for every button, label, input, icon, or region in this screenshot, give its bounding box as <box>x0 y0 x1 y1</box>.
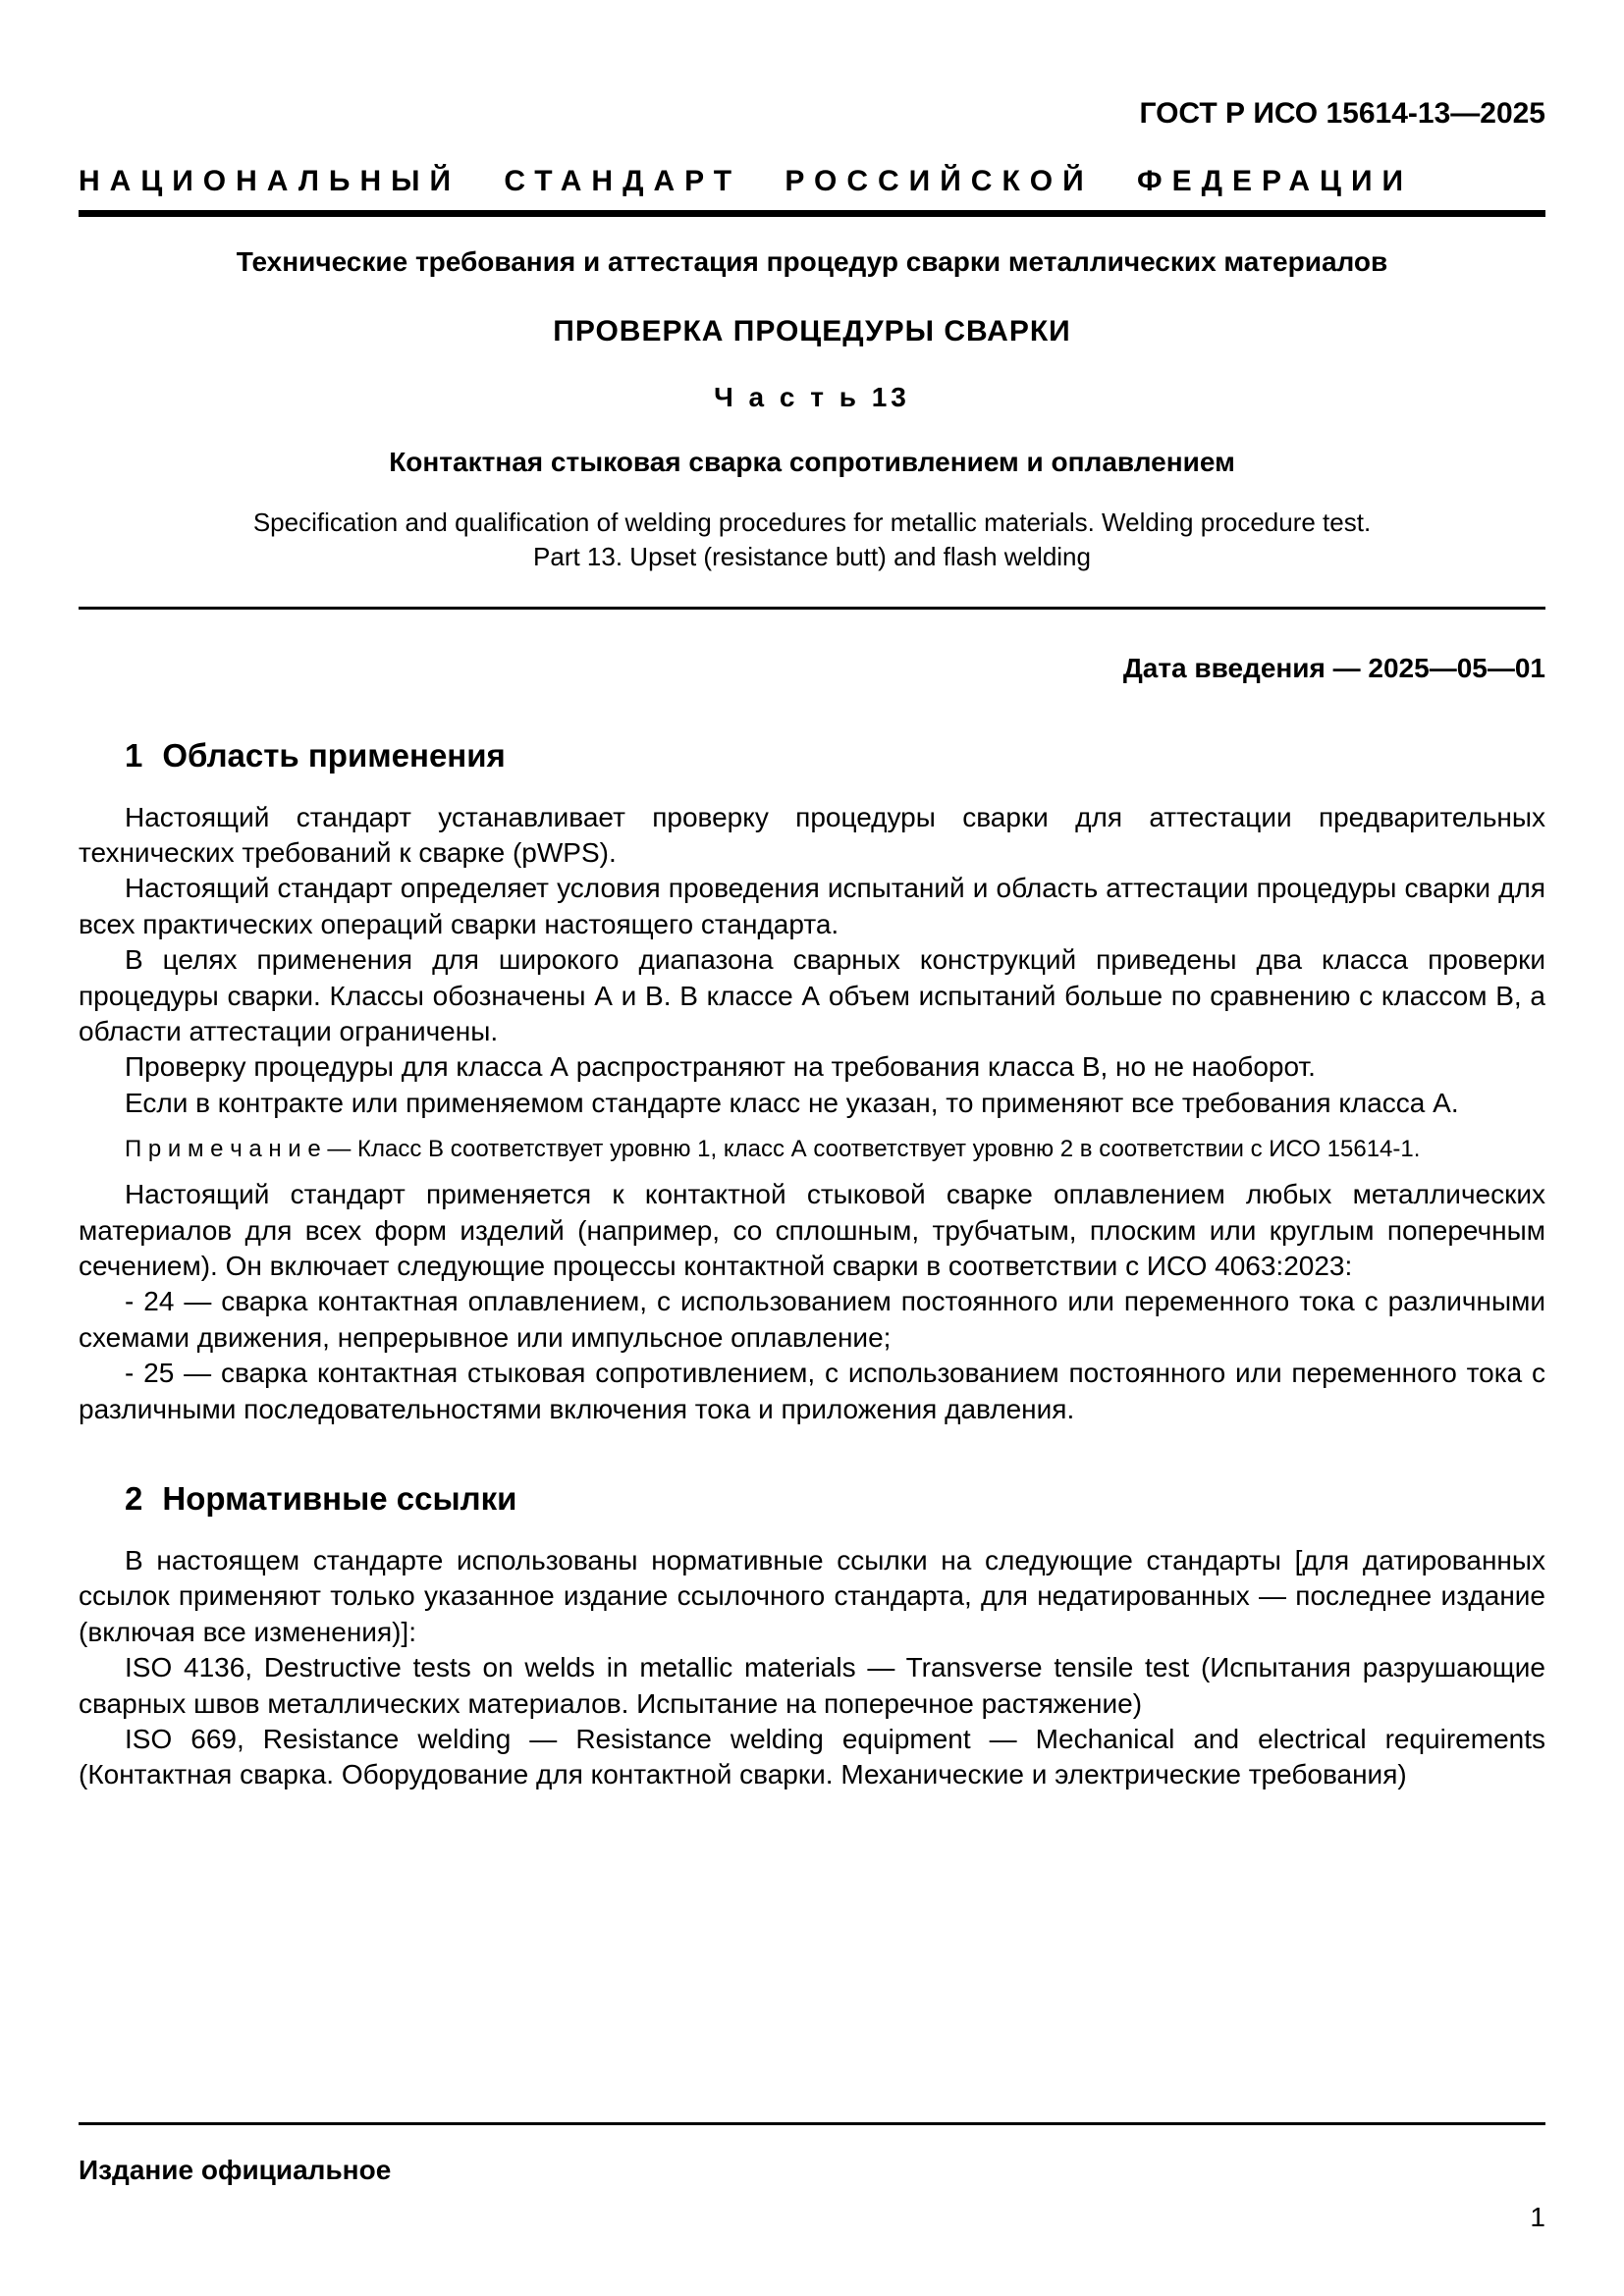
paragraph: В целях применения для широкого диапазона сварных конструкций приведены два класса проверки процедуры сварки. Классы обозначены А и В. В классе А объем испытаний больше по сравнению с классом В, а области аттестации ограничены. <box>79 944 1545 1046</box>
section-2-title: Нормативные ссылки <box>162 1479 517 1517</box>
section-1-number: 1 <box>125 736 143 774</box>
paragraph: В настоящем стандарте использованы нормативные ссылки на следующие стандарты [для датированных ссылок применяют только указанное издание ссылочного стандарта, для недатированных — последнее издание (включая все изменения)]: <box>79 1544 1545 1647</box>
paragraph: Если в контракте или применяемом стандарте класс не указан, то применяют все требования класса А. <box>125 1087 1459 1118</box>
title-block <box>79 244 1545 575</box>
section-2-number: 2 <box>125 1479 143 1517</box>
paragraph: Проверку процедуры для класса А распространяют на требования класса В, но не наоборот. <box>125 1051 1316 1083</box>
doc-code: ГОСТ Р ИСО 15614-13—2025 <box>1139 97 1545 130</box>
paragraph: Настоящий стандарт определяет условия проведения испытаний и область аттестации процедуры сварки для всех практических операций сварки настоящего стандарта. <box>79 873 1545 939</box>
effective-date: Дата введения — 2025—05—01 <box>1122 652 1545 683</box>
section-1-heading <box>125 737 1545 774</box>
note: П р и м е ч а н и е — Класс В соответствует уровню 1, класс А соответствует уровню 2 в соответствии с ИСО 15614-1. <box>125 1136 1421 1163</box>
normative-reference: ISO 4136, Destructive tests on welds in metallic materials — Transverse tensile test (Испытания разрушающие сварных швов металлических материалов. Испытание на поперечное растяжение) <box>79 1652 1545 1719</box>
english-title-line1: Specification and qualification of welding procedures for metallic materials. Welding procedure test. <box>252 507 1372 538</box>
english-title-line2: Part 13. Upset (resistance butt) and flash welding <box>533 542 1091 572</box>
section-2-heading <box>125 1480 1545 1518</box>
list-item-process-25: - 25 — сварка контактная стыковая сопротивлением, с использованием постоянного или переменного тока с различными последовательностями включения тока и приложения давления. <box>79 1358 1545 1424</box>
standard-part-title: Контактная стыковая сварка сопротивлением и оплавлением <box>389 447 1235 478</box>
standard-part-label: Ч а с т ь 13 <box>714 382 910 413</box>
paragraph: Настоящий стандарт применяется к контактной стыковой сварке оплавлением любых металлических материалов для всех форм изделий (например, со сплошным, трубчатым, плоским или круглым поперечным сечением). Он включает следующие процессы контактной сварки в соответствии с ИСО 4063:2023: <box>79 1179 1545 1281</box>
page-footer <box>79 2122 1545 2233</box>
standard-title-english <box>79 506 1545 574</box>
footer-rule <box>79 2122 1545 2125</box>
list-item-process-24: - 24 — сварка контактная оплавлением, с использованием постоянного или переменного тока с различными схемами движения, непрерывное или импульсное оплавление; <box>79 1286 1545 1353</box>
thick-rule <box>79 210 1545 217</box>
edition-note: Издание официальное <box>79 2155 392 2185</box>
standard-subject: Технические требования и аттестация процедур сварки металлических материалов <box>236 246 1388 277</box>
normative-reference: ISO 669, Resistance welding — Resistance welding equipment — Mechanical and electrical requirements (Контактная сварка. Оборудование для контактной сварки. Механические и электрические требования) <box>79 1723 1545 1790</box>
section-1-title: Область применения <box>162 736 506 774</box>
thin-rule <box>79 607 1545 610</box>
national-standard-banner: НАЦИОНАЛЬНЫЙ СТАНДАРТ РОССИЙСКОЙ ФЕДЕРАЦИИ <box>79 165 1414 197</box>
page-number: 1 <box>1530 2202 1545 2232</box>
standard-main-title: ПРОВЕРКА ПРОЦЕДУРЫ СВАРКИ <box>553 315 1071 348</box>
paragraph: Настоящий стандарт устанавливает проверку процедуры сварки для аттестации предварительных технических требований к сварке (pWPS). <box>79 801 1545 868</box>
